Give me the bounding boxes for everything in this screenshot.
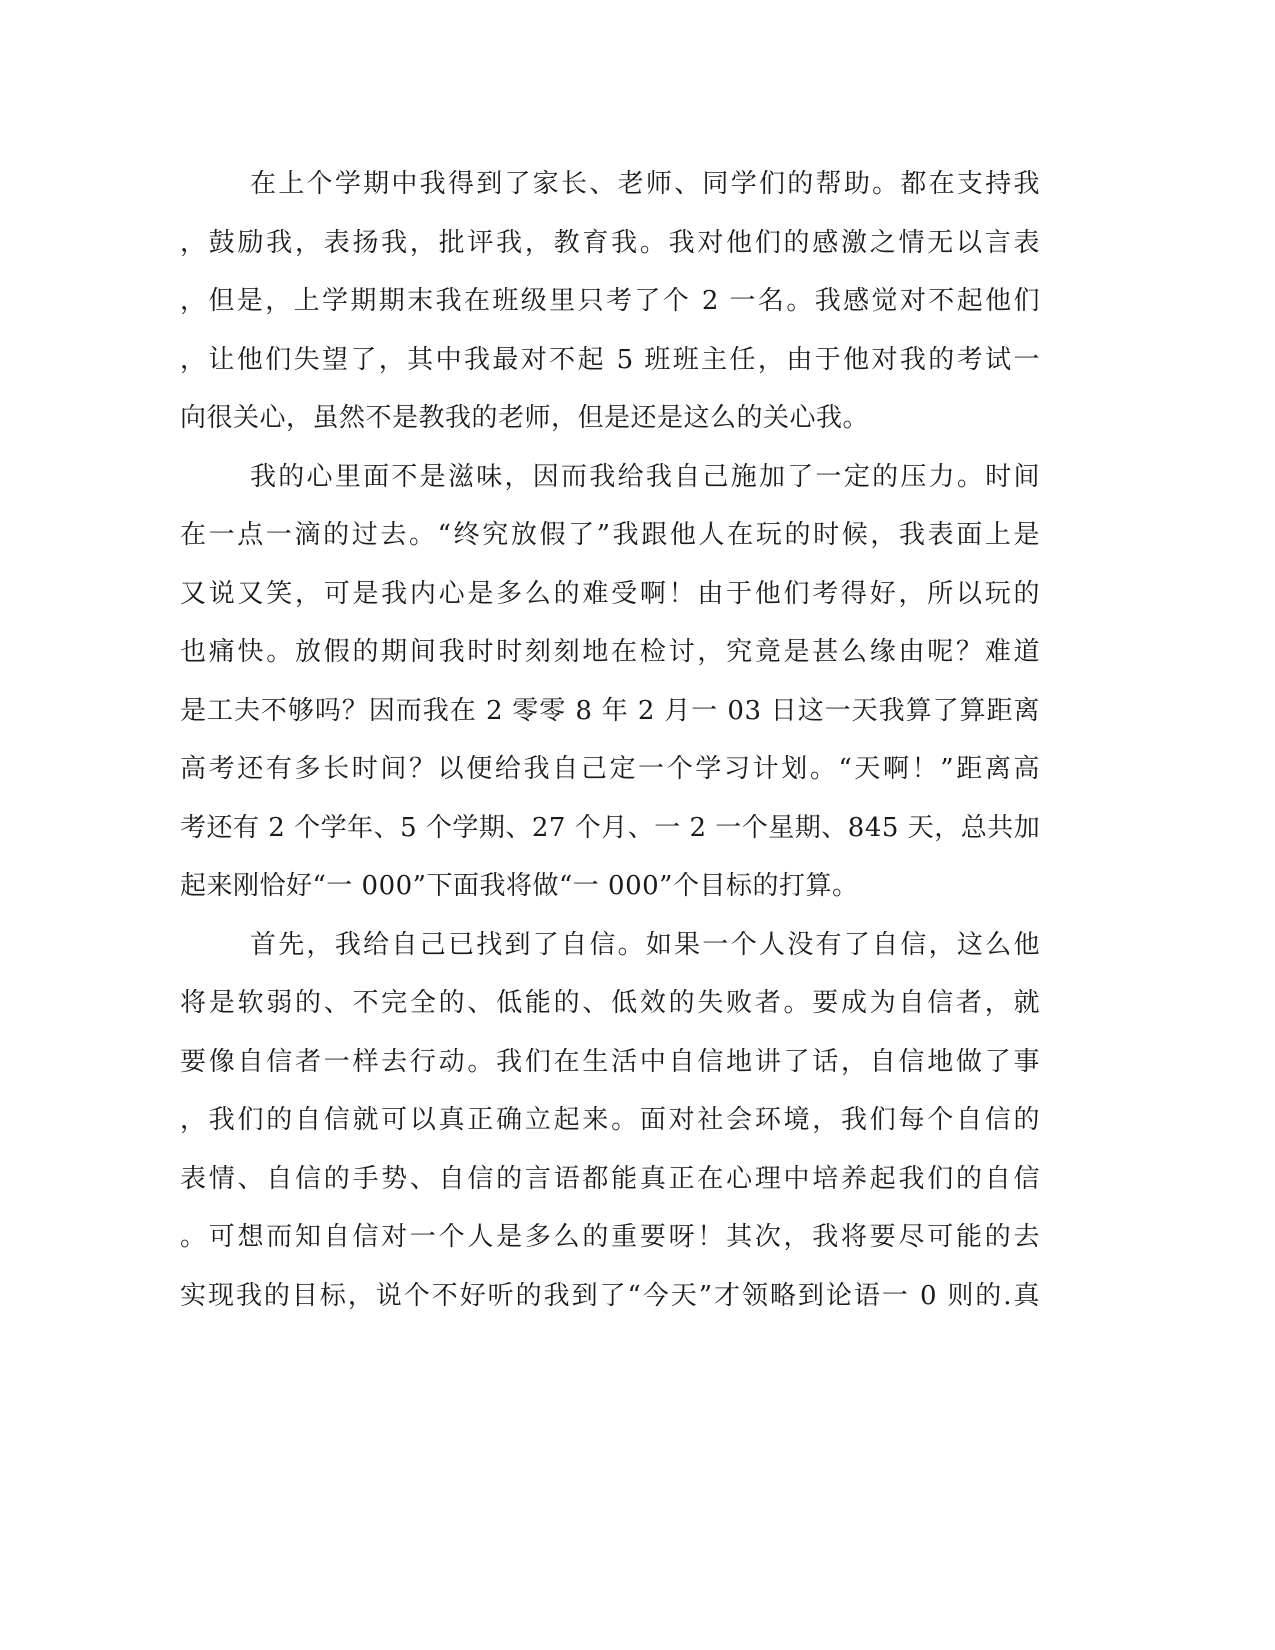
paragraph-3-line-3: 要像自信者一样去行动。我们在生活中自信地讲了话，自信地做了事 [180,1046,1040,1077]
paragraph-3-line-7: 实现我的目标，说个不好听的我到了“今天”才领略到论语一 0 则的.真 [180,1280,1040,1311]
paragraph-1-line-4: ，让他们失望了，其中我最对不起 5 班班主任，由于他对我的考试一 [180,344,1040,375]
paragraph-2-line-2: 在一点一滴的过去。“终究放假了”我跟他人在玩的时候，我表面上是 [180,520,1040,550]
paragraph-1-line-3: ，但是，上学期期末我在班级里只考了个 2 一名。我感觉对不起他们 [180,286,1040,316]
paragraph-2-line-8: 起来刚恰好“一 000”下面我将做“一 000”个目标的打算。 [180,871,859,901]
paragraph-2-line-1: 我的心里面不是滋味，因而我给我自己施加了一定的压力。时间 [250,461,1040,492]
paragraph-2-line-4: 也痛快。放假的期间我时时刻刻地在检讨，究竟是甚么缘由呢？难道 [180,637,1040,667]
paragraph-3-line-5: 表情、自信的手势、自信的言语都能真正在心理中培养起我们的自信 [180,1163,1040,1194]
paragraph-1-line-5: 向很关心，虽然不是教我的老师，但是还是这么的关心我。 [180,403,870,433]
paragraph-2-line-5: 是工夫不够吗？因而我在 2 零零 8 年 2 月一 03 日这一天我算了算距离 [180,695,1040,726]
paragraph-2-line-6: 高考还有多长时间？以便给我自己定一个学习计划。“天啊！”距离高 [180,754,1040,784]
paragraph-2-line-7: 考还有 2 个学年、5 个学期、27 个月、一 2 一个星期、845 天，总共加 [180,812,1041,843]
paragraph-3-line-6: 。可想而知自信对一个人是多么的重要呀！其次，我将要尽可能的去 [180,1222,1040,1252]
document-body [180,155,1040,1325]
paragraph-1-line-1: 在上个学期中我得到了家长、老师、同学们的帮助。都在支持我 [250,169,1040,199]
paragraph-3-line-1: 首先，我给自己已找到了自信。如果一个人没有了自信，这么他 [250,929,1040,960]
paragraph-3-line-4: ，我们的自信就可以真正确立起来。面对社会环境，我们每个自信的 [180,1105,1040,1135]
paragraph-3-line-2: 将是软弱的、不完全的、低能的、低效的失败者。要成为自信者，就 [180,988,1040,1018]
paragraph-1-line-2: ，鼓励我，表扬我，批评我，教育我。我对他们的感激之情无以言表 [180,227,1040,258]
paragraph-2-line-3: 又说又笑，可是我内心是多么的难受啊！由于他们考得好，所以玩的 [180,578,1040,609]
